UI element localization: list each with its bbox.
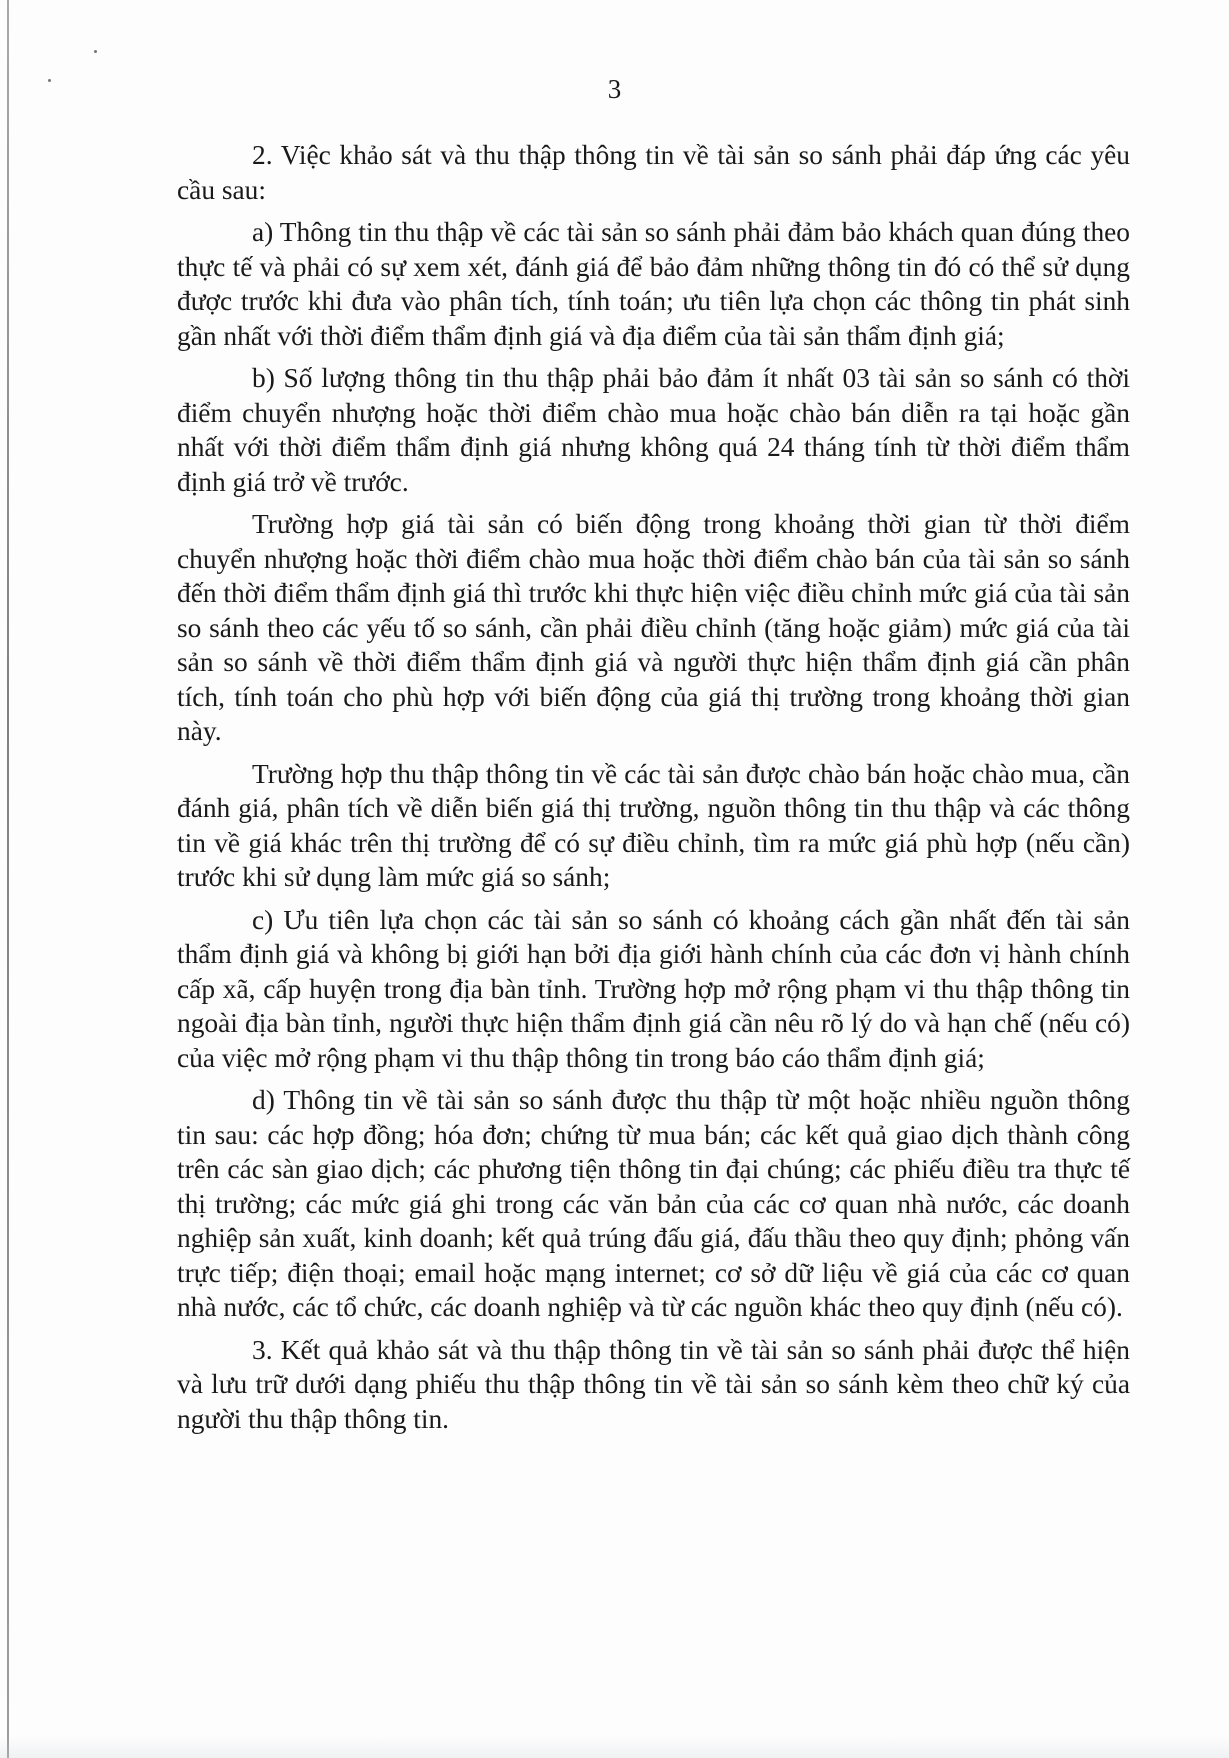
paragraph-item-2a: a) Thông tin thu thập về các tài sản so sánh phải đảm bảo khách quan đúng theo thực tế và phải có sự xem xét, đánh giá để bảo đảm những thông tin đó có thể sử dụng được trước khi đưa vào phân tích, tính toán; ưu tiên lựa chọn các thông tin phát sinh gần nhất với thời điểm thẩm định giá và địa điểm của tài sản thẩm định giá; xyxy=(177,217,1130,351)
scan-edge-line xyxy=(7,0,9,1758)
paragraph-offered-assets: Trường hợp thu thập thông tin về các tài sản được chào bán hoặc chào mua, cần đánh giá, phân tích về diễn biến giá thị trường, nguồn thông tin thu thập và các thông tin về giá khác trên thị trường để có sự điều chỉnh, tìm ra mức giá phù hợp (nếu cần) trước khi sử dụng làm mức giá so sánh; xyxy=(177,758,1130,892)
scan-speck xyxy=(94,50,97,53)
paragraph-item-2c: c) Ưu tiên lựa chọn các tài sản so sánh có khoảng cách gần nhất đến tài sản thẩm định giá và không bị giới hạn bởi địa giới hành chính của các đơn vị hành chính cấp xã, cấp huyện trong địa bàn tỉnh. Trường hợp mở rộng phạm vi thu thập thông tin ngoài địa bàn tỉnh, người thực hiện thẩm định giá cần nêu rõ lý do và hạn chế (nếu có) của việc mở rộng phạm vi thu thập thông tin trong báo cáo thẩm định giá; xyxy=(177,904,1130,1073)
paragraph-item-2d: d) Thông tin về tài sản so sánh được thu thập từ một hoặc nhiều nguồn thông tin sau: các hợp đồng; hóa đơn; chứng từ mua bán; các kết quả giao dịch thành công trên các sàn giao dịch; các phương tiện thông tin đại chúng; các phiếu điều tra thực tế thị trường; các mức giá ghi trong các văn bản của các cơ quan nhà nước, các doanh nghiệp sản xuất, kinh doanh; kết quả trúng đấu giá, đấu thầu theo quy định; phỏng vấn trực tiếp; điện thoại; email hoặc mạng internet; cơ sở dữ liệu về giá của các cơ quan nhà nước, các tổ chức, các doanh nghiệp và từ các nguồn khác theo quy định (nếu có). xyxy=(177,1085,1130,1322)
document-body xyxy=(177,138,1130,1444)
page-number: 3 xyxy=(607,74,622,104)
paragraph-item-3: 3. Kết quả khảo sát và thu thập thông tin về tài sản so sánh phải được thể hiện và lưu trữ dưới dạng phiếu thu thập thông tin về tài sản so sánh kèm theo chữ ký của người thu thập thông tin. xyxy=(177,1334,1130,1434)
paragraph-price-fluctuation: Trường hợp giá tài sản có biến động trong khoảng thời gian từ thời điểm chuyển nhượng hoặc thời điểm chào mua hoặc thời điểm chào bán của tài sản so sánh đến thời điểm thẩm định giá thì trước khi thực hiện việc điều chỉnh mức giá của tài sản so sánh theo các yếu tố so sánh, cần phải điều chỉnh (tăng hoặc giảm) mức giá của tài sản so sánh về thời điểm thẩm định giá và người thực hiện thẩm định giá cần phân tích, tính toán cho phù hợp với biến động của giá thị trường trong khoảng thời gian này. xyxy=(177,509,1130,746)
scan-bottom-shadow xyxy=(0,1736,1229,1758)
paragraph-item-2b: b) Số lượng thông tin thu thập phải bảo đảm ít nhất 03 tài sản so sánh có thời điểm chuyển nhượng hoặc thời điểm chào mua hoặc chào bán diễn ra tại hoặc gần nhất với thời điểm thẩm định giá nhưng không quá 24 tháng tính từ thời điểm thẩm định giá trở về trước. xyxy=(177,363,1130,497)
paragraph-item-2: 2. Việc khảo sát và thu thập thông tin về tài sản so sánh phải đáp ứng các yêu cầu sau: xyxy=(177,140,1130,205)
